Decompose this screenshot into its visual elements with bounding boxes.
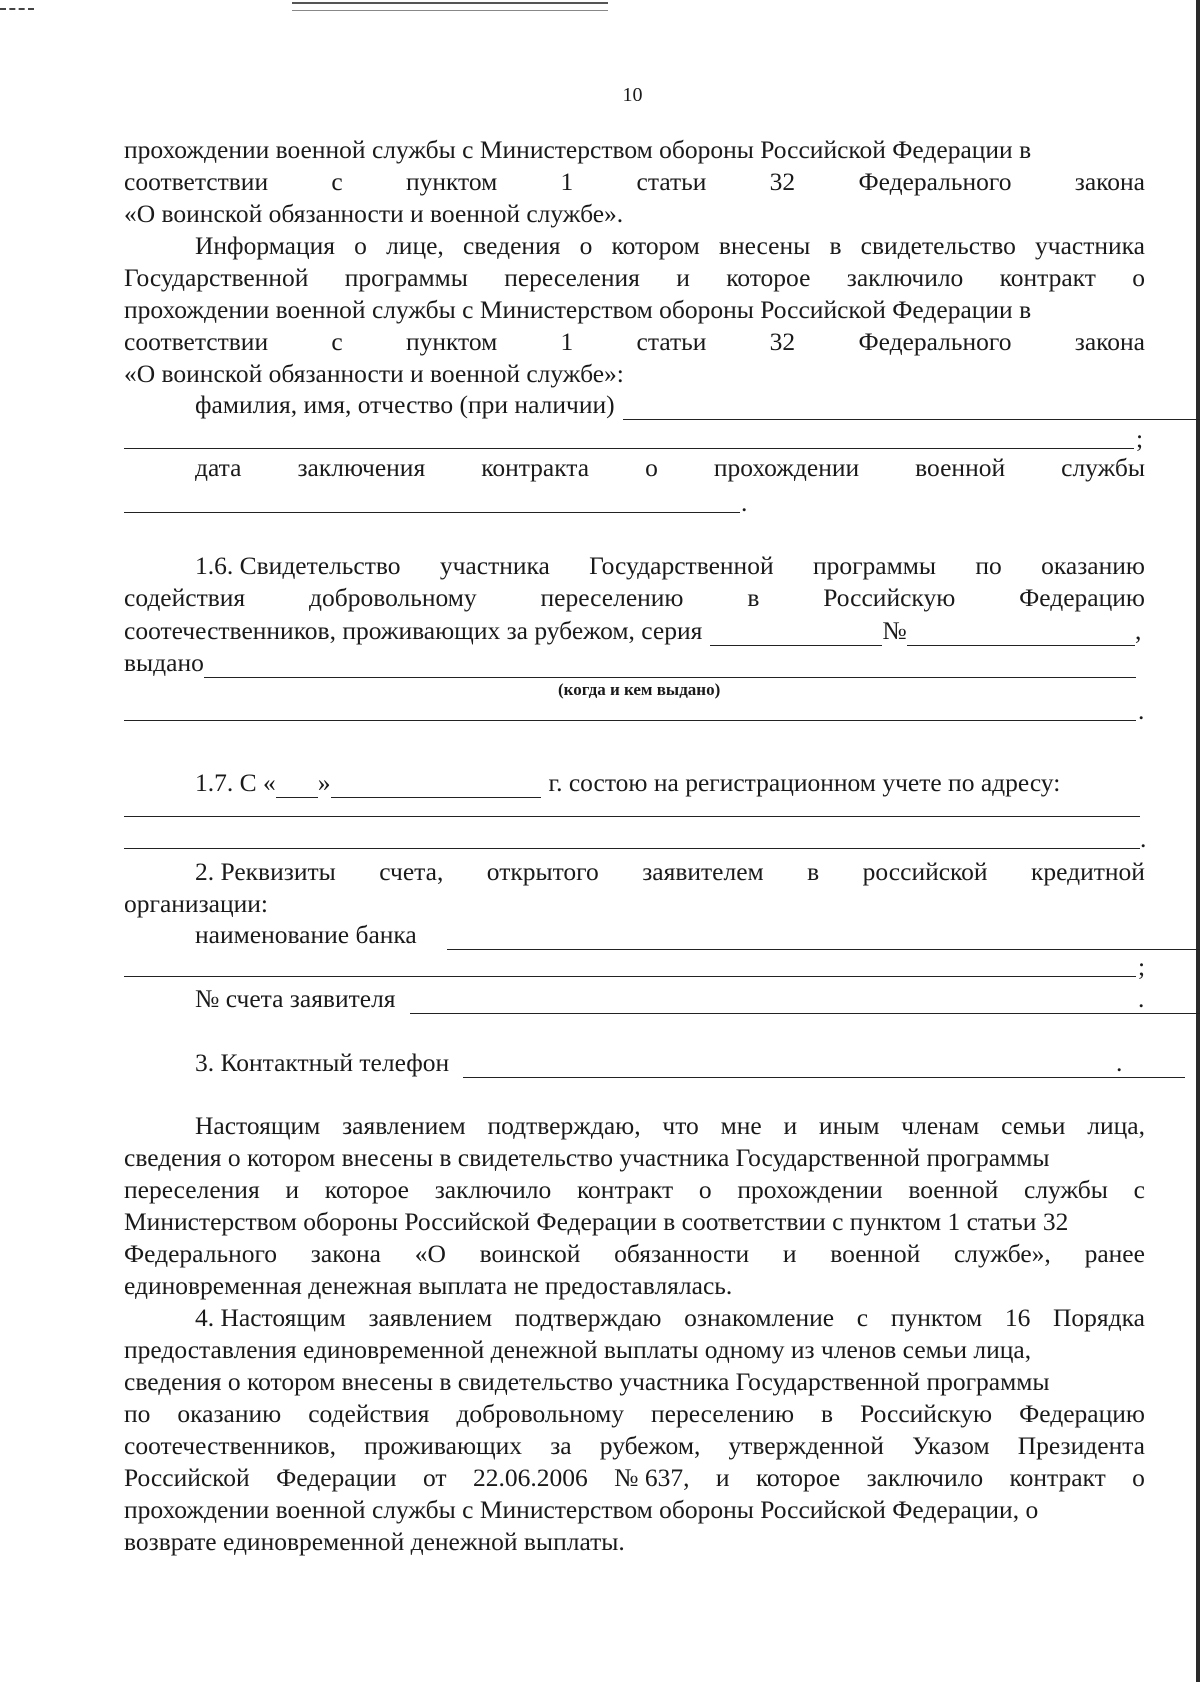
info-paragraph bbox=[124, 230, 1145, 390]
phone-label: 3. Контактный телефон bbox=[195, 1048, 450, 1077]
fio-underline[interactable] bbox=[623, 393, 1200, 420]
text-line: предоставления единовременной денежной выплаты одному из членов семьи лица, bbox=[124, 1335, 1032, 1364]
text-line-justified: Федерального закона «О воинской обязанности и военной службе», ранее bbox=[124, 1239, 1145, 1268]
text-line: сведения о котором внесены в свидетельство участника Государственной программы bbox=[124, 1143, 1050, 1172]
account-number-field[interactable] bbox=[124, 982, 1200, 1014]
period: . bbox=[741, 488, 748, 517]
semicolon: ; bbox=[1136, 424, 1144, 453]
text-line-justified: Государственной программы переселения и которое заключило контракт о bbox=[124, 263, 1145, 292]
text-line: возврате единовременной денежной выплаты. bbox=[124, 1527, 625, 1556]
confirmation-paragraph bbox=[124, 1110, 1145, 1302]
text-line: «О воинской обязанности и военной службе»: bbox=[124, 359, 624, 388]
address-underline-1[interactable] bbox=[124, 816, 1140, 817]
text-line-justified: Российской Федерации от 22.06.2006 № 637, и которое заключило контракт о bbox=[124, 1463, 1145, 1492]
phone-underline[interactable] bbox=[463, 1051, 1185, 1078]
registration-day-field[interactable] bbox=[276, 771, 318, 798]
phone-field[interactable] bbox=[124, 1046, 1185, 1078]
period: . bbox=[1138, 696, 1145, 725]
section-2 bbox=[124, 856, 1145, 920]
text-line: организации: bbox=[124, 889, 268, 918]
text-line-justified: соотечественников, проживающих за рубежом, утвержденной Указом Президента bbox=[124, 1431, 1145, 1460]
contract-date-row bbox=[124, 452, 1145, 484]
section-1-7: 1.7. С « » г. состою на регистрационном учете по адресу: bbox=[195, 768, 1061, 797]
bank-name-continuation-underline[interactable] bbox=[124, 976, 1136, 977]
text-line-justified: 4. Настоящим заявлением подтверждаю ознакомление с пунктом 16 Порядка bbox=[195, 1303, 1145, 1332]
text-line: единовременная денежная выплата не предоставлялась. bbox=[124, 1271, 733, 1300]
text-line: «О воинской обязанности и военной службе». bbox=[124, 199, 624, 228]
issued-continuation-underline[interactable] bbox=[124, 720, 1136, 721]
intro-paragraph bbox=[124, 134, 1145, 230]
text-line-justified: соответствии с пунктом 1 статьи 32 Федерального закона bbox=[124, 167, 1145, 196]
semicolon: ; bbox=[1138, 952, 1146, 981]
bank-name-field[interactable] bbox=[124, 918, 1200, 950]
text-line-justified: дата заключения контракта о прохождении военной службы bbox=[195, 453, 1145, 482]
period: . bbox=[1140, 824, 1147, 853]
bank-name-underline[interactable] bbox=[447, 923, 1200, 950]
scan-artifact-right-edge bbox=[1196, 0, 1200, 1682]
fio-label: фамилия, имя, отчество (при наличии) bbox=[195, 390, 615, 419]
text-line-justified: по оказанию содействия добровольному переселению в Российскую Федерацию bbox=[124, 1399, 1145, 1428]
issued-field[interactable] bbox=[204, 651, 1136, 678]
account-number-label: № счета заявителя bbox=[195, 984, 396, 1013]
text-line: прохождении военной службы с Министерством обороны Российской Федерации, о bbox=[124, 1495, 1039, 1524]
number-label: № bbox=[882, 616, 907, 645]
text-line: Министерством обороны Российской Федерации в соответствии с пунктом 1 статьи 32 bbox=[124, 1207, 1069, 1236]
scan-artifact-top-left bbox=[0, 8, 34, 13]
issued-row bbox=[124, 646, 1136, 678]
text-line-justified: содействия добровольному переселению в Российскую Федерацию bbox=[124, 583, 1145, 612]
certificate-number-field[interactable] bbox=[907, 619, 1135, 646]
fio-field[interactable] bbox=[124, 388, 1200, 420]
fio-continuation-underline[interactable] bbox=[124, 448, 1134, 449]
scan-artifact-top-lines bbox=[292, 2, 608, 11]
period: . bbox=[1116, 1048, 1123, 1077]
paragraph-4 bbox=[124, 1302, 1145, 1558]
account-number-underline[interactable] bbox=[410, 987, 1200, 1014]
issued-label: выдано bbox=[124, 648, 204, 677]
text-line-justified: Настоящим заявлением подтверждаю, что мне и иным членам семьи лица, bbox=[195, 1111, 1145, 1140]
text-line-justified: соответствии с пунктом 1 статьи 32 Федерального закона bbox=[124, 327, 1145, 356]
text-line-justified: переселения и которое заключило контракт о прохождении военной службы с bbox=[124, 1175, 1145, 1204]
issued-caption: (когда и кем выдано) bbox=[558, 680, 721, 699]
text-line-justified: 2. Реквизиты счета, открытого заявителем в российской кредитной bbox=[195, 857, 1145, 886]
text-line-justified: 1.6. Свидетельство участника Государственной программы по оказанию bbox=[195, 551, 1145, 580]
registration-month-year-field[interactable] bbox=[331, 771, 541, 798]
text-line: сведения о котором внесены в свидетельство участника Государственной программы bbox=[124, 1367, 1050, 1396]
text-line-justified: Информация о лице, сведения о котором внесены в свидетельство участника bbox=[195, 231, 1145, 260]
text-line: прохождении военной службы с Министерством обороны Российской Федерации в bbox=[124, 295, 1032, 324]
contract-date-underline[interactable] bbox=[124, 512, 740, 513]
address-underline-2[interactable] bbox=[124, 848, 1140, 849]
page-number: 10 bbox=[622, 84, 643, 106]
series-field[interactable] bbox=[710, 619, 882, 646]
period: . bbox=[1138, 984, 1145, 1013]
series-label: соотечественников, проживающих за рубежом, серия bbox=[124, 616, 703, 645]
section-1-6 bbox=[124, 550, 1145, 614]
certificate-series-number-row: соотечественников, проживающих за рубежом, серия № , bbox=[124, 616, 1142, 645]
bank-name-label: наименование банка bbox=[195, 920, 417, 949]
text-line: прохождении военной службы с Министерством обороны Российской Федерации в bbox=[124, 135, 1032, 164]
